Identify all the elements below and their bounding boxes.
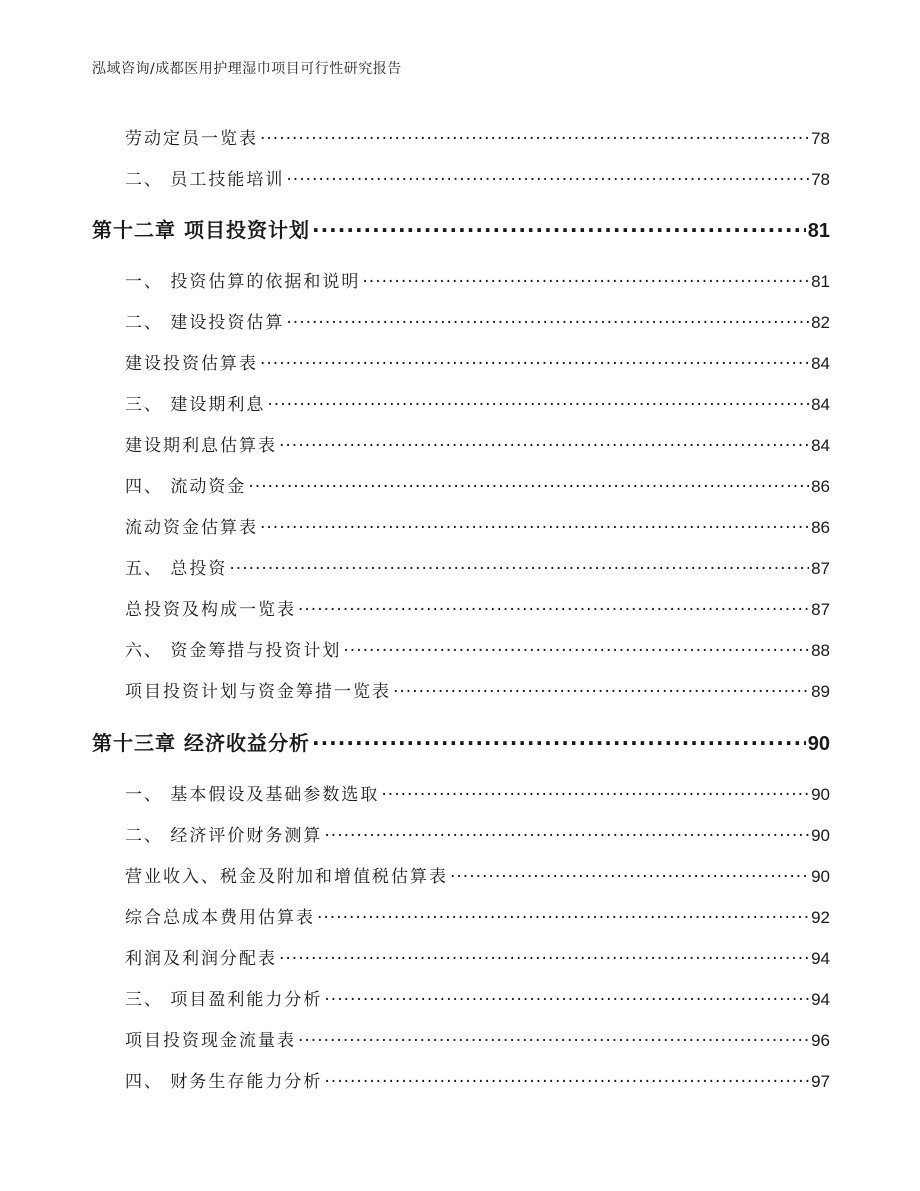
toc-entry[interactable] (125, 554, 830, 579)
toc-entry-label: 项目投资计划与资金筹措一览表 (125, 682, 391, 702)
toc-entry-page: 90 (811, 826, 830, 845)
toc-entry-label: 流动资金估算表 (125, 518, 258, 538)
toc-entry[interactable] (125, 862, 830, 887)
toc-entry-page: 86 (811, 477, 830, 496)
toc-entry[interactable] (125, 472, 830, 497)
dot-leader (312, 730, 806, 750)
toc-entry-label: 利润及利润分配表 (125, 949, 277, 969)
toc-entry-label: 二、 建设投资估算 (125, 313, 285, 333)
toc-entry-label: 三、 项目盈利能力分析 (125, 990, 323, 1010)
toc-chapter-page: 90 (807, 733, 830, 755)
toc-entry[interactable] (125, 165, 830, 190)
toc-entry-label: 二、 员工技能培训 (125, 170, 285, 190)
toc-entry[interactable] (125, 390, 830, 415)
toc-entry[interactable] (125, 821, 830, 846)
toc-entry-page: 82 (811, 313, 830, 332)
dot-leader (450, 865, 809, 882)
toc-entry[interactable] (125, 903, 830, 928)
toc-chapter-label: 第十三章 经济收益分析 (92, 731, 310, 755)
dot-leader (312, 217, 806, 237)
toc-entry-page: 78 (811, 129, 830, 148)
toc-entry-label: 劳动定员一览表 (125, 129, 258, 149)
dot-leader (298, 1029, 809, 1046)
dot-leader (267, 393, 809, 410)
toc-entry-label: 二、 经济评价财务测算 (125, 826, 323, 846)
toc-entry-page: 84 (811, 436, 830, 455)
dot-leader (286, 311, 809, 328)
dot-leader (248, 475, 809, 492)
toc-entry-page: 92 (811, 908, 830, 927)
toc-entry-page: 78 (811, 170, 830, 189)
dot-leader (229, 557, 809, 574)
toc-entry-label: 建设投资估算表 (125, 354, 258, 374)
dot-leader (343, 639, 809, 656)
toc-entry-page: 94 (811, 990, 830, 1009)
toc-entry-label: 总投资及构成一览表 (125, 600, 296, 620)
toc-entry-page: 88 (811, 641, 830, 660)
toc-chapter-page: 81 (807, 220, 830, 242)
toc-entry[interactable] (125, 349, 830, 374)
dot-leader (324, 824, 809, 841)
toc-entry-page: 90 (811, 867, 830, 886)
toc-entry[interactable] (125, 595, 830, 620)
toc-entry-page: 86 (811, 518, 830, 537)
toc-entry[interactable] (125, 1026, 830, 1051)
dot-leader (286, 168, 809, 185)
toc-entry[interactable] (125, 944, 830, 969)
toc-entry-page: 89 (811, 682, 830, 701)
dot-leader (279, 434, 809, 451)
toc-chapter-label: 第十二章 项目投资计划 (92, 218, 310, 242)
running-header: 泓域咨询/成都医用护理湿巾项目可行性研究报告 (92, 61, 402, 77)
toc-entry[interactable] (125, 985, 830, 1010)
toc-entry-page: 90 (811, 785, 830, 804)
toc-entry-page: 96 (811, 1031, 830, 1050)
toc-entry-label: 建设期利息估算表 (125, 436, 277, 456)
dot-leader (279, 947, 809, 964)
toc-entry[interactable] (125, 780, 830, 805)
toc-entry-label: 一、 投资估算的依据和说明 (125, 272, 361, 292)
toc-chapter-entry[interactable] (92, 214, 830, 243)
dot-leader (298, 598, 809, 615)
toc-entry-page: 87 (811, 559, 830, 578)
dot-leader (324, 988, 809, 1005)
toc-entry-label: 综合总成本费用估算表 (125, 908, 315, 928)
toc-chapter-entry[interactable] (92, 727, 830, 756)
toc-entry-label: 四、 财务生存能力分析 (125, 1072, 323, 1092)
dot-leader (260, 516, 809, 533)
toc-entry-label: 营业收入、税金及附加和增值税估算表 (125, 867, 448, 887)
toc-entry-label: 五、 总投资 (125, 559, 228, 579)
toc-entry-label: 六、 资金筹措与投资计划 (125, 641, 342, 661)
dot-leader (362, 270, 809, 287)
toc-entry-page: 81 (811, 272, 830, 291)
toc-entry[interactable] (125, 308, 830, 333)
toc-entry-label: 三、 建设期利息 (125, 395, 266, 415)
dot-leader (260, 352, 809, 369)
toc-entry[interactable] (125, 677, 830, 702)
dot-leader (317, 906, 809, 923)
dot-leader (393, 680, 809, 697)
dot-leader (260, 127, 809, 144)
toc-entry[interactable] (125, 267, 830, 292)
toc-entry-page: 97 (811, 1072, 830, 1091)
toc-entry-page: 94 (811, 949, 830, 968)
toc-entry-page: 87 (811, 600, 830, 619)
toc-entry-page: 84 (811, 354, 830, 373)
toc-entry-label: 项目投资现金流量表 (125, 1031, 296, 1051)
toc-entry[interactable] (125, 124, 830, 149)
toc-entry[interactable] (125, 431, 830, 456)
toc-entry-label: 一、 基本假设及基础参数选取 (125, 785, 380, 805)
toc-entry-page: 84 (811, 395, 830, 414)
toc-entry[interactable] (125, 1067, 830, 1092)
toc-entry[interactable] (125, 636, 830, 661)
toc-entry-label: 四、 流动资金 (125, 477, 247, 497)
toc-entry[interactable] (125, 513, 830, 538)
dot-leader (381, 783, 809, 800)
dot-leader (324, 1070, 809, 1087)
